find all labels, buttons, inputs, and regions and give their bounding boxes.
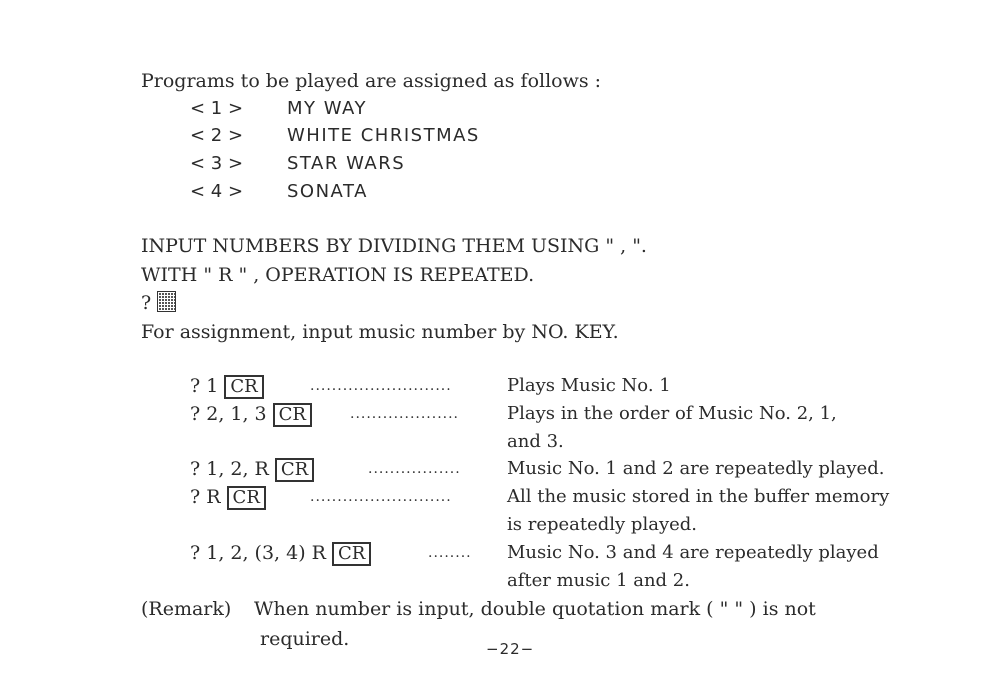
example-description: Music No. 1 and 2 are repeatedly played. [507, 458, 885, 479]
example-input-text: ? 1, 2, (3, 4) R [190, 542, 326, 564]
prompt-symbol: ? [141, 292, 152, 314]
example-input-text: ? 1 [190, 375, 219, 397]
screen-message-line: WITH " R " , OPERATION IS REPEATED. [141, 264, 535, 286]
example-description: Plays in the order of Music No. 2, 1, [507, 403, 837, 424]
example-description: Plays Music No. 1 [507, 375, 671, 396]
input-prompt [141, 291, 176, 314]
example-description: All the music stored in the buffer memory [507, 486, 890, 507]
cr-key: CR [224, 375, 263, 399]
example-input [190, 486, 266, 510]
assignment-note: For assignment, input music number by NO. KEY. [141, 321, 619, 343]
example-input [190, 542, 371, 566]
cr-key: CR [227, 486, 266, 510]
program-number: < 2 > [190, 125, 244, 146]
leader-dots: .......................... [310, 378, 452, 394]
intro-text: Programs to be played are assigned as follows : [141, 70, 602, 92]
screen-message-line: INPUT NUMBERS BY DIVIDING THEM USING " , ". [141, 235, 647, 257]
example-input-text: ? 2, 1, 3 [190, 403, 267, 425]
leader-dots: ........ [428, 545, 472, 561]
example-description: and 3. [507, 431, 564, 452]
program-number: < 4 > [190, 181, 244, 202]
program-name: MY WAY [287, 98, 367, 119]
page-number: −22− [486, 640, 535, 658]
program-number: < 3 > [190, 153, 244, 174]
cr-key: CR [332, 542, 371, 566]
leader-dots: ................. [368, 461, 461, 477]
example-input [190, 375, 264, 399]
program-number: < 1 > [190, 98, 244, 119]
example-input-text: ? 1, 2, R [190, 458, 269, 480]
leader-dots: .................... [350, 406, 460, 422]
example-input [190, 458, 314, 482]
example-description: after music 1 and 2. [507, 570, 690, 591]
remark-label: (Remark) [141, 598, 232, 620]
remark-text: When number is input, double quotation mark ( " " ) is not [254, 598, 816, 620]
cr-key: CR [275, 458, 314, 482]
program-name: STAR WARS [287, 153, 406, 174]
example-input-text: ? R [190, 486, 221, 508]
cursor-block-icon [157, 291, 176, 312]
program-name: WHITE CHRISTMAS [287, 125, 480, 146]
example-description: Music No. 3 and 4 are repeatedly played [507, 542, 879, 563]
leader-dots: .......................... [310, 489, 452, 505]
example-description: is repeatedly played. [507, 514, 698, 535]
remark-text: required. [260, 628, 350, 650]
program-name: SONATA [287, 181, 368, 202]
cr-key: CR [273, 403, 312, 427]
example-input [190, 403, 312, 427]
